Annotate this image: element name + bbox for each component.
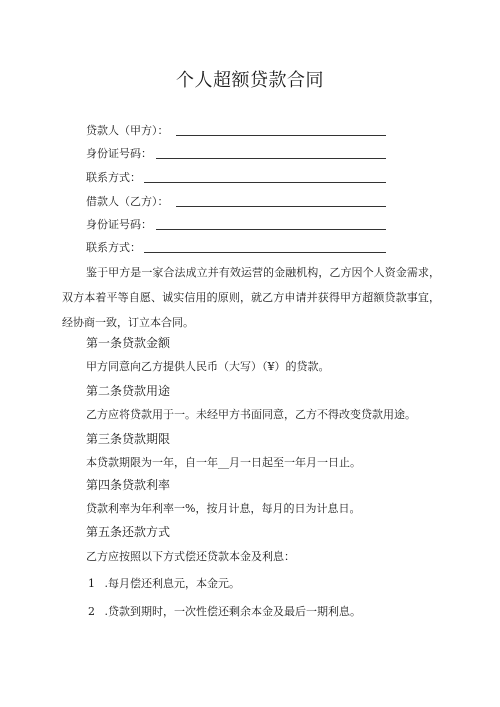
- lender-contact-field: [86, 169, 141, 185]
- section-3-heading: 第三条贷款期限: [86, 432, 171, 446]
- section-1-heading: 第一条贷款金额: [86, 336, 171, 350]
- repayment-item-1: [88, 575, 240, 591]
- section-2-text: 乙方应将贷款用于一。未经甲方书面同意，乙方不得改变贷款用途。: [86, 408, 416, 421]
- preamble-paragraph: 鉴于甲方是一家合法成立并有效运营的金融机构，乙方因个人资金需求，双方本着平等自愿、诚实信用的原则，就乙方申请并获得甲方超额贷款事宜，经协商一致，订立本合同。: [62, 266, 440, 329]
- section-5-heading: 第五条还款方式: [86, 525, 171, 539]
- section-1-text: 甲方同意向乙方提供人民币（大写）（¥）的贷款。: [86, 360, 330, 373]
- section-4-text: 贷款利率为年利率一%，按月计息，每月的日为计息日。: [86, 502, 361, 515]
- borrower-id-field: [86, 216, 152, 232]
- borrower-contact-label: 联系方式：: [86, 241, 141, 254]
- lender-name-label: 贷款人（甲方）：: [86, 124, 169, 137]
- borrower-contact-field: [86, 239, 141, 255]
- lender-name-field: [86, 122, 169, 138]
- borrower-id-label: 身份证号码：: [86, 218, 152, 231]
- borrower-name-blank: [176, 206, 386, 207]
- repayment-item-2-text: .贷款到期时，一次性偿还剩余本金及最后一期利息。: [104, 605, 361, 618]
- contract-title: 个人超额贷款合同: [176, 70, 324, 91]
- repayment-item-1-text: .每月偿还利息元，本金元。: [104, 577, 240, 590]
- repayment-item-2: [88, 603, 361, 619]
- lender-id-field: [86, 145, 152, 161]
- section-3-text: 本贷款期限为一年，自一年__月一日起至一年月一日止。: [86, 456, 361, 469]
- section-4-heading: 第四条贷款利率: [86, 478, 171, 492]
- borrower-contact-blank: [144, 252, 386, 253]
- lender-id-blank: [156, 158, 386, 159]
- repayment-item-2-number: 2: [88, 605, 95, 618]
- borrower-id-blank: [156, 229, 386, 230]
- section-2-heading: 第二条贷款用途: [86, 384, 171, 398]
- repayment-item-1-number: 1: [88, 577, 95, 590]
- lender-id-label: 身份证号码：: [86, 147, 152, 160]
- section-5-text: 乙方应按照以下方式偿还贷款本金及利息：: [86, 550, 295, 563]
- lender-contact-blank: [144, 182, 386, 183]
- lender-contact-label: 联系方式：: [86, 171, 141, 184]
- borrower-name-label: 借款人（乙方）：: [86, 195, 169, 208]
- lender-name-blank: [176, 135, 386, 136]
- borrower-name-field: [86, 193, 169, 209]
